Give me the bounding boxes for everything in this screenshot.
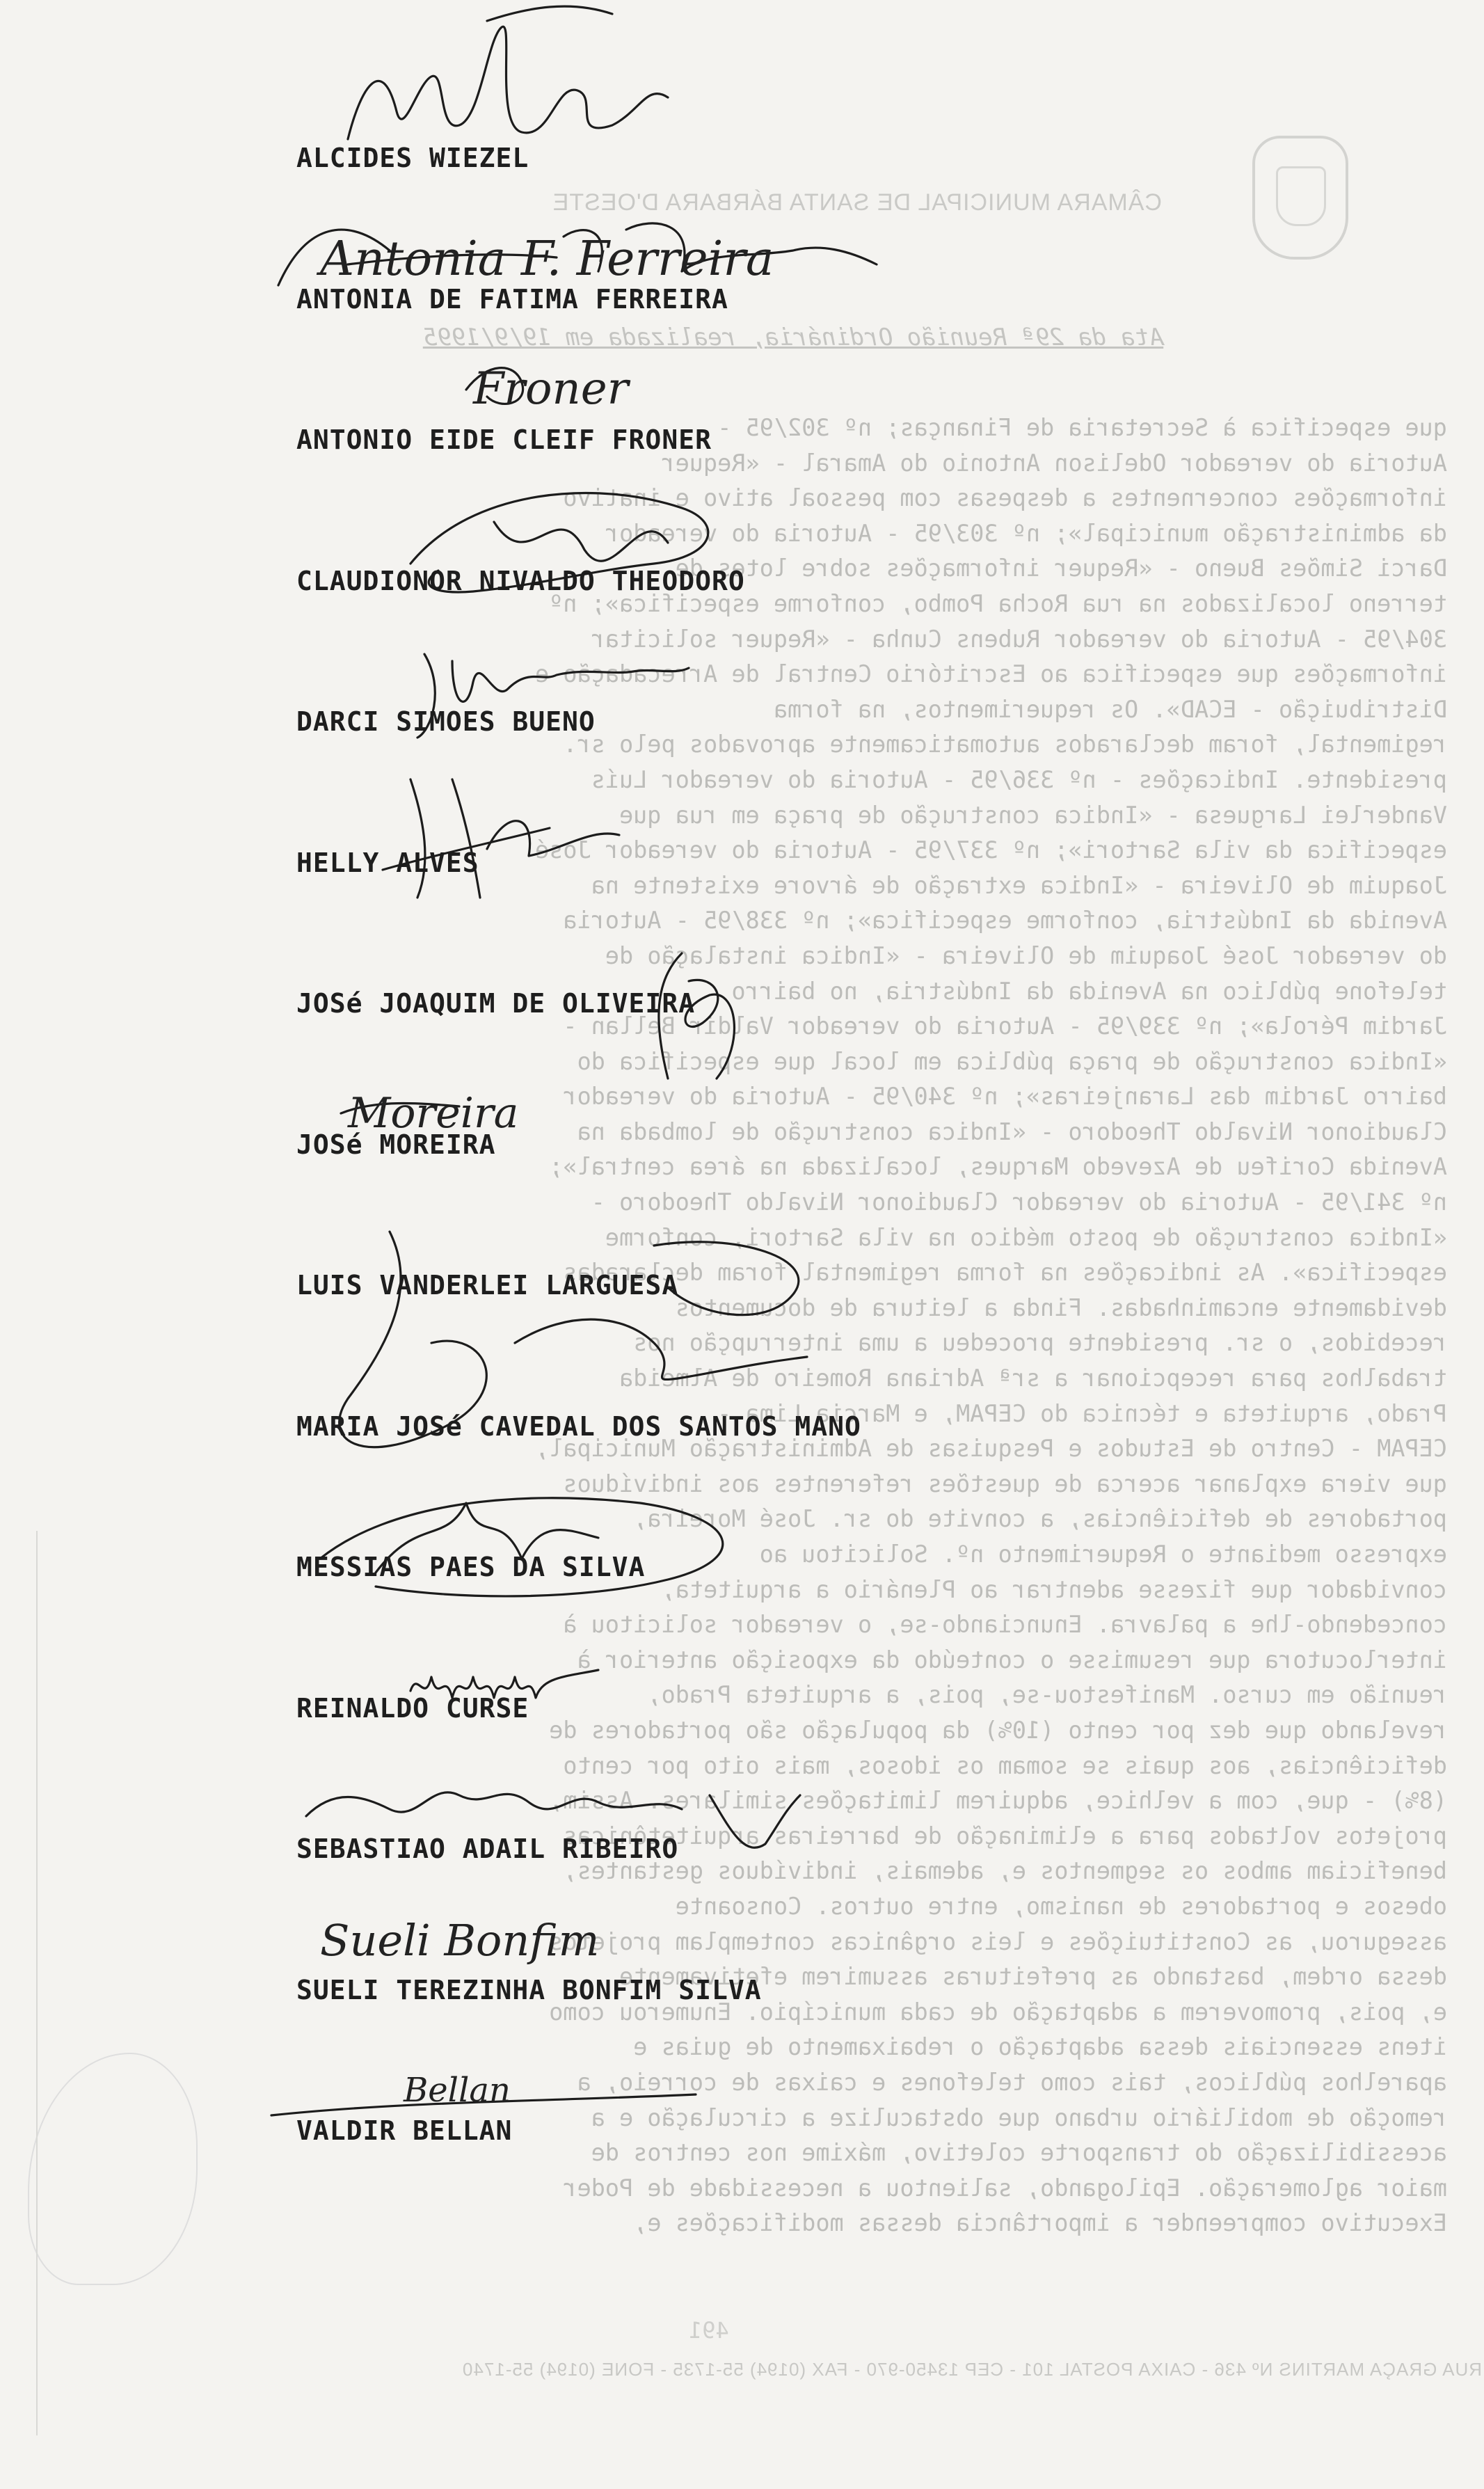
signature-claudionor-theodoro <box>390 480 751 598</box>
signature-darci-bueno <box>404 640 696 745</box>
ghost-line: (8%) - que, com a velhice, adquirem limitações similares. Assim, <box>549 1787 1447 1815</box>
signature-helly-alves <box>369 765 661 905</box>
ghost-line: dessa ordem, bastando as prefeituras assumirem efetivamente <box>619 1963 1447 1991</box>
signature-antonia-text: Antonia F. Ferreira <box>320 232 774 287</box>
signature-moreira-text: Moreira <box>348 1089 519 1138</box>
signature-bellan-text: Bellan <box>404 2071 511 2110</box>
signature-sebastiao-ribeiro <box>292 1740 807 1879</box>
signatory-name: LUIS VANDERLEI LARGUESA <box>296 1270 679 1301</box>
ghost-line: revelando que dez por cento (10%) da população são portadores de <box>549 1716 1447 1744</box>
ghost-line: devidamente encaminhadas. Finda a leitura de documentos <box>675 1294 1447 1321</box>
signature-messias-silva <box>306 1475 807 1614</box>
signatory-name: VALDIR BELLAN <box>296 2115 513 2146</box>
ghost-line: assegurou, as Constituições e leis orgânicas contemplam projetos <box>549 1927 1447 1955</box>
ghost-line: CEPAM - Centro de Estudos e Pesquisas de Administração Municipal, <box>535 1435 1447 1463</box>
ghost-line: obesos e portadores de nanismo, entre outros. Consoante <box>675 1892 1447 1920</box>
signature-luis-larguesa <box>306 1204 835 1496</box>
signature-jose-moreira <box>334 1072 598 1148</box>
signatory-name: ALCIDES WIEZEL <box>296 143 529 173</box>
page-number: 491 <box>689 2317 729 2344</box>
edge-line <box>36 1531 38 2435</box>
ghost-line: da administração municipal»; nº 303/95 - Autoria do vereador <box>605 519 1447 547</box>
ghost-line: maior aglomeração. Epilogando, salientou a necessidade de Poder <box>563 2174 1447 2202</box>
signatory-name: MARIA JOSé CAVEDAL DOS SANTOS MANO <box>296 1411 861 1442</box>
signatory-name: CLAUDIONOR NIVALDO THEODORO <box>296 566 745 596</box>
ghost-line: concedendo-lhe a palavra. Enunciando-se, o vereador solicitou à <box>563 1611 1447 1639</box>
ghost-line: bairro Jardim das Laranjeiras»; nº 340/95 - Autoria do vereador <box>563 1083 1447 1111</box>
ghost-line: Prado, arquiteta e técnica do CEPAM, e Marcia Lima - <box>717 1399 1447 1427</box>
ghost-line: Jardim Pérola»; nº 339/95 - Autoria do vereador Valdir Bellan - <box>563 1012 1447 1040</box>
ghost-line: do vereador José Joaquim de Oliveira - «Indica instalação de <box>605 941 1447 969</box>
ghost-line: Joaquim de Oliveira - «Indica extração de árvore existente na <box>591 871 1447 899</box>
signatory-name: REINALDO CURSE <box>296 1693 529 1724</box>
signatory-name: HELLY ALVES <box>296 848 479 878</box>
ghost-line: especifica da vila Sartori»; nº 337/95 - Autoria do vereador José <box>535 836 1447 864</box>
signatory-name: JOSé MOREIRA <box>296 1129 496 1160</box>
signature-froner <box>459 348 696 424</box>
minutes-title: Ata da 29ª Reunião Ordinária, realizada em 19/9/1995 <box>422 324 1164 351</box>
ghost-line: expresso mediante o Requerimento nº. Solicitou ao <box>759 1541 1447 1568</box>
margin-scribble <box>28 2053 198 2285</box>
ghost-line: que viera explanar acerca de questões referentes aos indivíduos <box>563 1470 1447 1497</box>
ghost-line: Avenida da Indústria, conforme especifica»; nº 338/95 - Autoria <box>563 907 1447 935</box>
signature-sueli-text: Sueli Bonfim <box>320 1915 600 1966</box>
signature-jose-joaquim <box>612 939 765 1099</box>
ghost-line: especifica». As indicações na forma regimental foram declaradas <box>563 1259 1447 1287</box>
ghost-line: Distribuição - ECAD». Os requerimentos, na forma <box>773 695 1447 723</box>
footer-address: RUA GRAÇA MARTINS Nº 436 - CAIXA POSTAL 101 - CEP 13450-970 - FAX (0194) 55-1735 - FONE (0194) 55-1740 <box>461 2359 1482 2380</box>
signature-froner-text: Froner <box>473 363 629 415</box>
ghost-line: regimental, foram declarados automaticamente aprovados pelo sr. <box>563 731 1447 758</box>
signatory-name: DARCI SIMOES BUENO <box>296 706 596 737</box>
ghost-line: 304/95 - Autoria do vereador Rubens Cunha - «Requer solicitar <box>591 625 1447 653</box>
ghost-line: presidente. Indicações - nº 336/95 - Autoria do vereador Luís <box>591 765 1447 793</box>
ghost-line: Avenida Corifeu de Azevedo Marques, localizada na área central»; <box>549 1153 1447 1181</box>
ghost-line: informações que especifica ao Escritório Central de Arrecadação e <box>535 660 1447 688</box>
ghost-line: nº 341/95 - Autoria do vereador Claudionor Nivaldo Theodoro - <box>591 1188 1447 1216</box>
ghost-line: itens essenciais dessa adaptação o rebaixamento de guias e <box>633 2033 1447 2061</box>
signatory-name: ANTONIO EIDE CLEIF FRONER <box>296 424 712 455</box>
signatory-name: ANTONIA DE FATIMA FERREIRA <box>296 284 728 315</box>
ghost-line: aparelhos públicos, tais como telefones e caixas de correio, a <box>577 2068 1447 2096</box>
signature-antonia-ferreira <box>264 209 891 299</box>
ghost-line: trabalhos para recepcionar a srª Adriana Romeiro de Almeida <box>619 1365 1447 1392</box>
ghost-line: recebidos, o sr. presidente procedeu a uma interrupção nos <box>633 1329 1447 1357</box>
ghost-line: Executivo compreender a importância dessas modificações e, <box>633 2209 1447 2237</box>
municipal-crest-icon <box>1252 136 1348 260</box>
ghost-line: Autoria do vereador Odelison Antonio do Amaral - «Requer <box>661 449 1447 477</box>
ghost-line: beneficiam ambos os segmentos e, ademais, indivíduos gestantes, <box>563 1857 1447 1885</box>
ghost-line: projetos voltados para a eliminação de barreiras arquitetônicas <box>563 1822 1447 1850</box>
ghost-line: portadores de deficiências, a convite do sr. José Moreira, <box>633 1505 1447 1533</box>
ghost-line: remoção de mobiliário urbano que obstaculize a circulação e a <box>591 2104 1447 2131</box>
ghost-line: telefone público na Avenida da Indústria, no bairro <box>731 977 1447 1005</box>
ghost-line: que especifica à Secretaria de Finanças; nº 302/95 - <box>717 414 1447 441</box>
ghost-line: e, pois, promoverem a adaptação de cada município. Enumerou como <box>549 1998 1447 2026</box>
signatory-name: SEBASTIAO ADAIL RIBEIRO <box>296 1834 679 1864</box>
ghost-line: informações concernentes a despesas com pessoal ativo e inativo <box>563 484 1447 512</box>
signature-alcides-wiezel <box>320 0 682 167</box>
signature-reinaldo-curse <box>404 1649 612 1726</box>
ghost-line: acessibilização do transporte coletivo, máxime nos centros de <box>591 2139 1447 2167</box>
ghost-line: Claudionor Nivaldo Theodoro - «Indica construção de lombada na <box>577 1118 1447 1145</box>
signatory-name: JOSé JOAQUIM DE OLIVEIRA <box>296 988 696 1019</box>
ghost-line: «Indica construção de praça pública em local que especifica do <box>577 1047 1447 1075</box>
signature-sueli-silva <box>313 1900 605 1983</box>
ghost-line: reunião em curso. Manifestou-se, pois, a arquiteta Prado, <box>647 1681 1447 1709</box>
signatory-name: SUELI TEREZINHA BONFIM SILVA <box>296 1975 762 2005</box>
ghost-line: interlocutora que resumisse o conteúdo da exposição anterior à <box>577 1646 1447 1673</box>
ghost-line: terreno localizados na rua Rocha Pombo, conforme especifica»; nº <box>549 589 1447 617</box>
signature-valdir-bellan <box>264 2060 710 2136</box>
signatory-name: MESSIAS PAES DA SILVA <box>296 1552 646 1582</box>
ghost-line: Darci Simões Bueno - «Requer informações sobre lotes de <box>675 555 1447 582</box>
ghost-line: Vanderlei Larguesa - «Indica construção de praça em rua que <box>619 801 1447 829</box>
letterhead: CÂMARA MUNICIPAL DE SANTA BÁRBARA D'OESTE <box>552 189 1162 216</box>
ghost-line: «Indica construção de posto médico na vila Sartori, conforme <box>605 1223 1447 1251</box>
ghost-line: deficiências, aos quais se somam os idosos, mais oito por cento <box>563 1751 1447 1779</box>
ghost-line: convidador que fizesse adentrar ao Plenário a arquiteta, <box>661 1575 1447 1603</box>
